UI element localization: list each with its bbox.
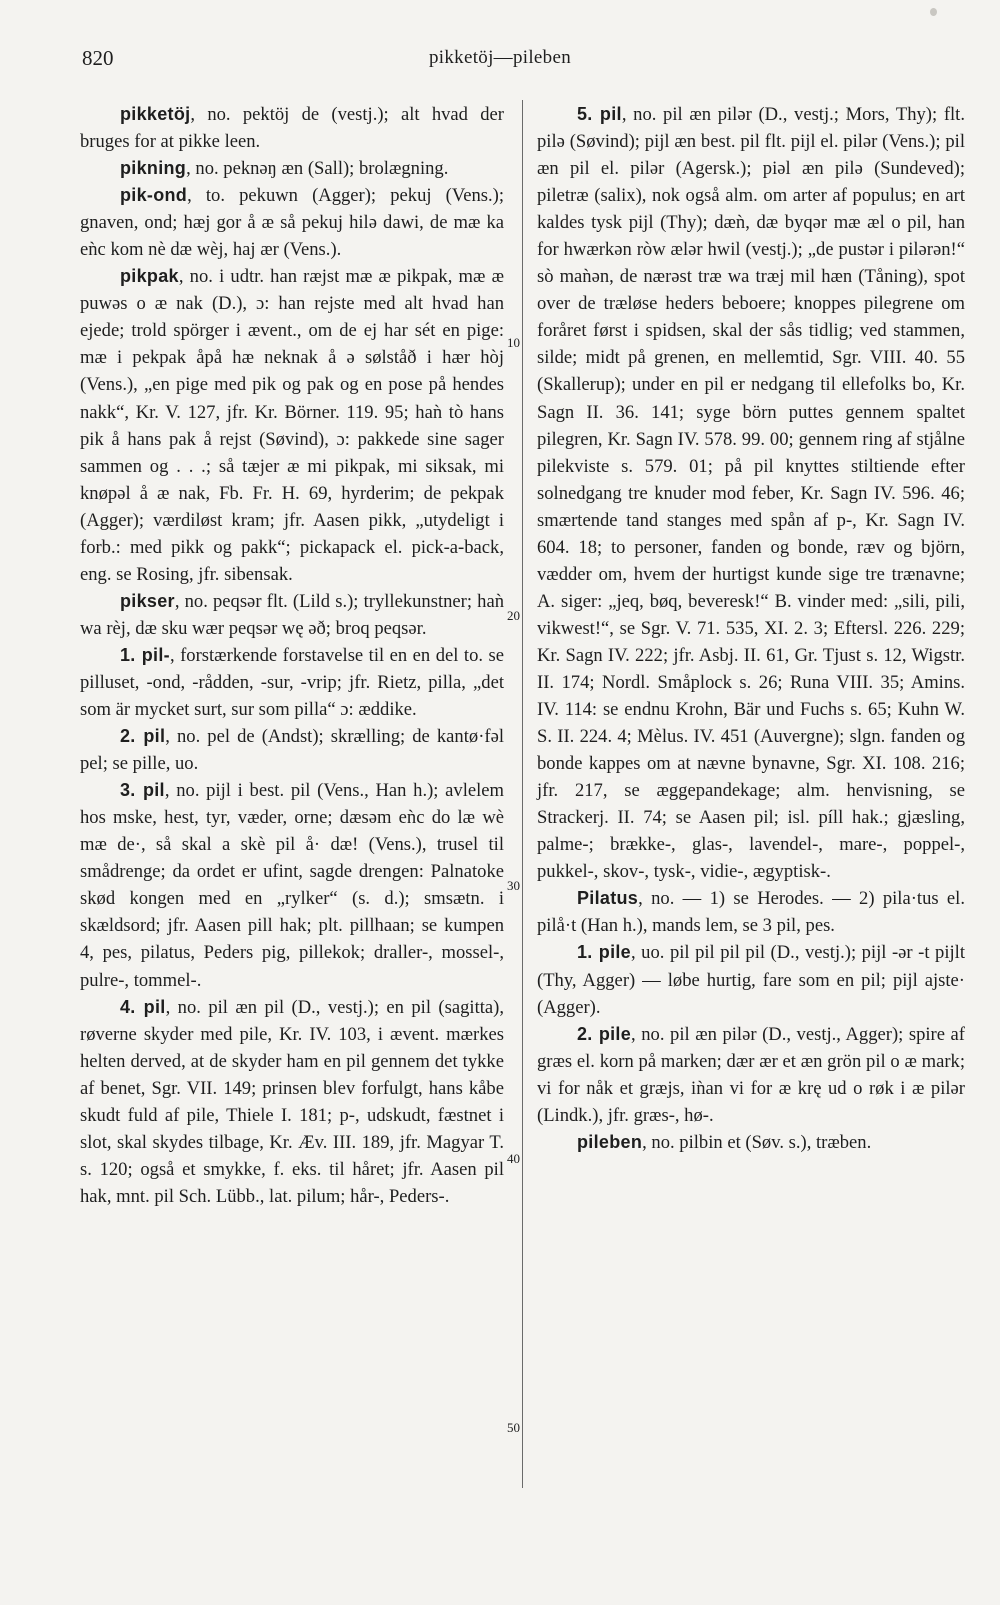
headword: Pilatus [577,888,639,909]
headword: 5. pil [577,104,622,124]
paper-speck [930,8,937,16]
entry-text: , forstærkende forstavelse til en en del to. se pilluset, -ond, -rådden, -sur, -vrip; jfr. Rietz, pilla, „det som är mycket surt, sur som pilla“ ɔ: æddike. [80,644,504,721]
headword: pileben [577,1131,643,1152]
headword: pik-ond [120,185,188,206]
left-column [80,101,504,1210]
entry-text: , uo. pil pil pil pil (D., vestj.); pijl -ər -t pijlt (Thy, Agger) — løbe hurtig, fare som en pil; pijl ajste· (Agger). [537,942,965,1018]
entry-text: , no. — 1) se Herodes. — 2) pila·tus el. pilå·t (Han h.), mands lem, se 3 pil, pes. [537,888,965,937]
column-rule [522,100,523,1488]
entry-text: , to. pekuwn (Agger); pekuj (Vens.); gnaven, ond; hæj gor å æ så pekuj hilə dawi, de mæ ka eǹc kom nè dæ wèj, haj ær (Vens.). [80,185,504,261]
headword: 1. pile [577,942,631,963]
entry [537,939,965,1020]
entry-text: , no. pil æn pil (D., vestj.); en pil (sagitta), røverne skyder med pile, Kr. IV. 103, i ævent. mærkes helten derved, at de skyder ham en pil gennem det tykke af benet, Sgr. VII. 149; prinsen blev forfulgt, hans kåbe skudt fuld af pile, Thiele I. 181; p-, udskudt, fæstnet i slot, skal skydes tilbage, Kr. Æv. III. 189, jfr. Magyar T. s. 120; også et smykke, f. eks. til håret; jfr. Aasen pil hak, mnt. pil Sch. Lübb., lat. pilum; hår-, Peders-. [80,996,504,1207]
entry-text: , no. pilbin et (Søv. s.), træben. [642,1131,872,1153]
entry [80,777,504,993]
page-number: 820 [82,46,114,70]
entry-text: , no. pijl i best. pil (Vens., Han h.); avlelem hos mske, hest, tyr, væder, orne; dæsəm eǹc do læ wè mæ de·, så skal a skè pil å· dæ! (Vens.), trusel til smådrenge; da ordet er ufint, sagde drengen: Palnatoke skød kongen med en „rylker“ (s. d.); smsætn. i skældsord; jfr. Aasen pill hak; plt. pillhaan; se kumpen 4, pes, pilatus, Peders pig, pillekok; draller-, mossel-, pulre-, tommel-. [80,780,505,991]
entry [80,723,504,777]
entry [537,1021,965,1129]
entry [80,642,504,723]
entry-text: , no. pel de (Andst); skrælling; de kantø·fəl pel; se pille, uo. [80,726,504,775]
entry [80,182,504,263]
entry-text: , no. peqsər flt. (Lild s.); tryllekunstner; haǹ wa rèj, dæ sku wær peqsər wę əð; broq peqsər. [80,590,504,639]
headword: pikser [120,590,175,611]
entry-text: , no. i udtr. han ræjst mæ æ pikpak, mæ æ puwəs o æ nak (D.), ɔ: han rejste med alt hvad han ejede; trold spörger i ævent., om de ej har sét en pige: mæ i pekpak åpå hæ neknak å ə sølståð i hær hòj (Vens.), „en pige med pik og pak og en pose på hendes nakk“, Kr. V. 127, jfr. Kr. Börner. 119. 95; haǹ tò hans pik å hans pak å rejst (Søvind), ɔ: pakkede sine sager sammen og . . .; så tæjer æ mi pikpak, mi siksak, mi knøpəl å æ nak, Fb. Fr. H. 69, hyrderim; de pekpak (Agger); værdiløst kram; jfr. Aasen pikk, „utydeligt i forb.: med pikk og pakk“; pickapack el. pick-a-back, eng. se Rosing, jfr. sibensak. [80,266,504,585]
entry [80,994,504,1210]
line-number-50: 50 [507,1420,520,1435]
line-number-10: 10 [507,335,520,350]
entry [537,101,965,885]
entry [80,155,504,182]
entry-text: , no. pil æn pilər (D., vestj., Agger); spire af græs el. korn på marken; dær ær et æn grön pil o æ mark; vi for nåk et græjs, iǹan vi for æ krę ud o røk i æ pilər (Lindk.), jfr. græs-, hø-. [537,1023,965,1126]
entry [80,101,504,155]
entry-text: , no. peknəŋ æn (Sall); brolægning. [186,158,449,180]
headword: pikning [120,158,187,179]
entry [537,1129,965,1156]
headword: pikketöj [120,104,191,124]
headword: 2. pil [120,726,166,747]
headword: pikpak [120,266,179,287]
headword: 3. pil [120,780,165,801]
line-number-20: 20 [507,608,520,623]
entry [80,588,504,642]
headword: 2. pile [577,1023,632,1044]
entry-text: , no. pektöj de (vestj.); alt hvad der bruges for at pikke leen. [80,104,504,153]
right-column [537,101,965,1156]
headword: 1. pil- [120,644,170,665]
headword: 4. pil [120,996,166,1017]
running-head: pikketöj—pileben [429,47,571,68]
line-number-30: 30 [507,878,520,893]
line-number-40: 40 [507,1151,520,1166]
entry [537,885,965,939]
entry [80,263,504,588]
entry-text: , no. pil æn pilər (D., vestj.; Mors, Thy); flt. pilə (Søvind); pijl æn best. pil flt. pijl el. pilər (Vens.); pil æn pil el. pilər (Agersk.); piəl æn pilə (Sundeved); piletræ (salix), nok også alm. om arter af populus; en art kaldes tysk pijl (Thy); dæǹ, dæ byqər mæ æl o pil, han for hwærkən ròw ælər hwil (vestj.); „de pustər i pilərən!“ sò maǹən, de nærəst træ wa træj mil hæn (Tåning), spot over de træløse heders beboere; knoppes pilegrene om foråret først i spidsen, skal der sås tidlig; ved stammen, silde; midt på grenen, en mellemtid, Sgr. VIII. 40. 55 (Skallerup); under en pil er nedgang til ellefolks bo, Kr. Sagn II. 36. 141; syge börn puttes gennem spaltet pilegren, Kr. Sagn IV. 578. 99. 00; gennem ring af stjålne pilekviste s. 579. 01; på pil knyttes stiltiende efter solnedgang tre knuder mod feber, Kr. Sagn IV. 596. 46; smærtende tand stanges med spån af p-, Kr. Sagn IV. 604. 18; to personer, fanden og bonde, ræv og björn, vædder om, hvem der hurtigst kunde sige tre trænavne; A. siger: „jeq, bøq, beveresk!“ B. vinder med: „sili, pili, vikwest!“, se Sgr. V. 71. 535, XI. 2. 3; Eftersl. 226. 229; Kr. Sagn IV. 222; jfr. Asbj. II. 61, Gr. Tjust s. 12, Wigstr. II. 174; Nordl. Småplock s. 26; Runa VIII. 35; Amins. IV. 114: se endnu Krohn, Bär und Fuchs s. 65; Kuhn W. S. II. 224. 4; Mèlus. IV. 451 (Auvergne); slgn. fanden og bonde kappes om at nævne bynavne, Sgr. XI. 108. 216; jfr. 217, se æggepandekage; alm. henvisning, se Strackerj. II. 74; se Aasen pil; isl. píll hak.; gjæsling, palme-; brække-, glas-, lavendel-, mare-, poppel-, pukkel-, skov-, tysk-, vidie-, ægyptisk-. [537,104,965,883]
